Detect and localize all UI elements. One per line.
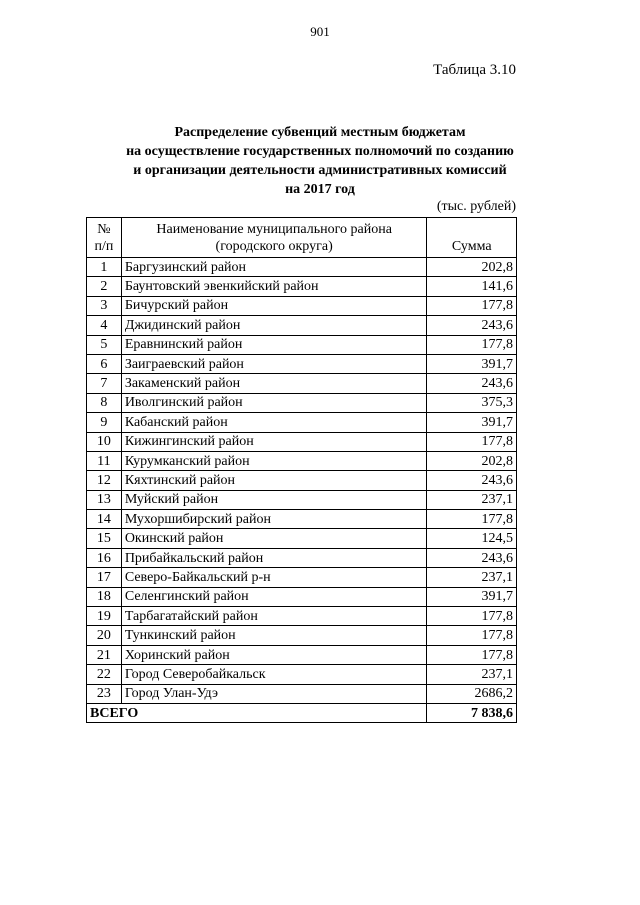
page-number: 901 xyxy=(310,24,330,39)
row-number: 2 xyxy=(87,277,122,296)
row-number: 13 xyxy=(87,490,122,509)
table-row xyxy=(87,645,517,664)
subvention-amount: 124,5 xyxy=(427,529,517,548)
district-name: Еравнинский район xyxy=(121,335,427,354)
subvention-amount: 202,8 xyxy=(427,258,517,277)
table-row xyxy=(87,684,517,703)
subvention-amount: 391,7 xyxy=(427,413,517,432)
district-name: Джидинский район xyxy=(121,316,427,335)
row-number: 7 xyxy=(87,374,122,393)
district-name: Муйский район xyxy=(121,490,427,509)
subvention-amount: 2686,2 xyxy=(427,684,517,703)
subvention-amount: 237,1 xyxy=(427,665,517,684)
district-name: Курумканский район xyxy=(121,451,427,470)
row-number: 20 xyxy=(87,626,122,645)
table-row xyxy=(87,413,517,432)
table-row xyxy=(87,587,517,606)
table-row xyxy=(87,471,517,490)
row-number: 19 xyxy=(87,607,122,626)
table-row xyxy=(87,510,517,529)
row-number: 16 xyxy=(87,548,122,567)
total-row xyxy=(87,703,517,722)
subvention-amount: 391,7 xyxy=(427,354,517,373)
district-name: Селенгинский район xyxy=(121,587,427,606)
subvention-amount: 243,6 xyxy=(427,374,517,393)
district-name: Тункинский район xyxy=(121,626,427,645)
title-line: Распределение субвенций местным бюджетам xyxy=(174,125,466,140)
title-line: на осуществление государственных полномочий по созданию xyxy=(126,144,514,159)
row-number: 21 xyxy=(87,645,122,664)
title-line: и организации деятельности административных комиссий xyxy=(133,163,507,178)
header-name: Наименование муниципального района (городского округа) xyxy=(121,218,427,258)
subvention-amount: 237,1 xyxy=(427,490,517,509)
row-number: 10 xyxy=(87,432,122,451)
table-row xyxy=(87,354,517,373)
subvention-amount: 177,8 xyxy=(427,607,517,626)
district-name: Северо-Байкальский р-н xyxy=(121,568,427,587)
row-number: 4 xyxy=(87,316,122,335)
row-number: 8 xyxy=(87,393,122,412)
row-number: 5 xyxy=(87,335,122,354)
total-label: ВСЕГО xyxy=(87,703,427,722)
subvention-amount: 177,8 xyxy=(427,510,517,529)
table-row xyxy=(87,665,517,684)
row-number: 1 xyxy=(87,258,122,277)
row-number: 18 xyxy=(87,587,122,606)
subvention-amount: 391,7 xyxy=(427,587,517,606)
subvention-amount: 243,6 xyxy=(427,316,517,335)
table-row xyxy=(87,393,517,412)
header-num: № п/п xyxy=(87,218,122,258)
subvention-amount: 375,3 xyxy=(427,393,517,412)
subvention-amount: 237,1 xyxy=(427,568,517,587)
table-row xyxy=(87,296,517,315)
district-name: Бичурский район xyxy=(121,296,427,315)
district-name: Мухоршибирский район xyxy=(121,510,427,529)
table-row xyxy=(87,568,517,587)
district-name: Тарбагатайский район xyxy=(121,607,427,626)
district-name: Кяхтинский район xyxy=(121,471,427,490)
district-name: Город Улан-Удэ xyxy=(121,684,427,703)
district-name: Прибайкальский район xyxy=(121,548,427,567)
district-name: Баунтовский эвенкийский район xyxy=(121,277,427,296)
subvention-amount: 177,8 xyxy=(427,335,517,354)
district-name: Закаменский район xyxy=(121,374,427,393)
table-row xyxy=(87,626,517,645)
table-body xyxy=(87,258,517,723)
document-title xyxy=(60,123,580,199)
title-line: на 2017 год xyxy=(285,182,355,197)
subvention-amount: 141,6 xyxy=(427,277,517,296)
total-amount: 7 838,6 xyxy=(427,703,517,722)
subvention-amount: 202,8 xyxy=(427,451,517,470)
table-row xyxy=(87,607,517,626)
table-row xyxy=(87,335,517,354)
row-number: 12 xyxy=(87,471,122,490)
row-number: 6 xyxy=(87,354,122,373)
table-header-row xyxy=(87,218,517,258)
subvention-amount: 243,6 xyxy=(427,471,517,490)
subvention-amount: 243,6 xyxy=(427,548,517,567)
subvention-table xyxy=(86,217,517,723)
row-number: 9 xyxy=(87,413,122,432)
district-name: Заиграевский район xyxy=(121,354,427,373)
district-name: Хоринский район xyxy=(121,645,427,664)
table-row xyxy=(87,490,517,509)
row-number: 22 xyxy=(87,665,122,684)
table-row xyxy=(87,451,517,470)
table-row xyxy=(87,374,517,393)
subvention-amount: 177,8 xyxy=(427,626,517,645)
table-row xyxy=(87,548,517,567)
district-name: Кижингинский район xyxy=(121,432,427,451)
table-row xyxy=(87,432,517,451)
table-row xyxy=(87,258,517,277)
subvention-amount: 177,8 xyxy=(427,645,517,664)
row-number: 15 xyxy=(87,529,122,548)
table-row xyxy=(87,277,517,296)
row-number: 11 xyxy=(87,451,122,470)
row-number: 14 xyxy=(87,510,122,529)
row-number: 23 xyxy=(87,684,122,703)
district-name: Окинский район xyxy=(121,529,427,548)
district-name: Иволгинский район xyxy=(121,393,427,412)
table-row xyxy=(87,529,517,548)
district-name: Баргузинский район xyxy=(121,258,427,277)
district-name: Кабанский район xyxy=(121,413,427,432)
row-number: 17 xyxy=(87,568,122,587)
row-number: 3 xyxy=(87,296,122,315)
subvention-amount: 177,8 xyxy=(427,296,517,315)
table-row xyxy=(87,316,517,335)
table-label: Таблица 3.10 xyxy=(433,62,516,78)
header-sum: Сумма xyxy=(427,218,517,258)
district-name: Город Северобайкальск xyxy=(121,665,427,684)
subvention-amount: 177,8 xyxy=(427,432,517,451)
unit-note: (тыс. рублей) xyxy=(436,199,516,214)
